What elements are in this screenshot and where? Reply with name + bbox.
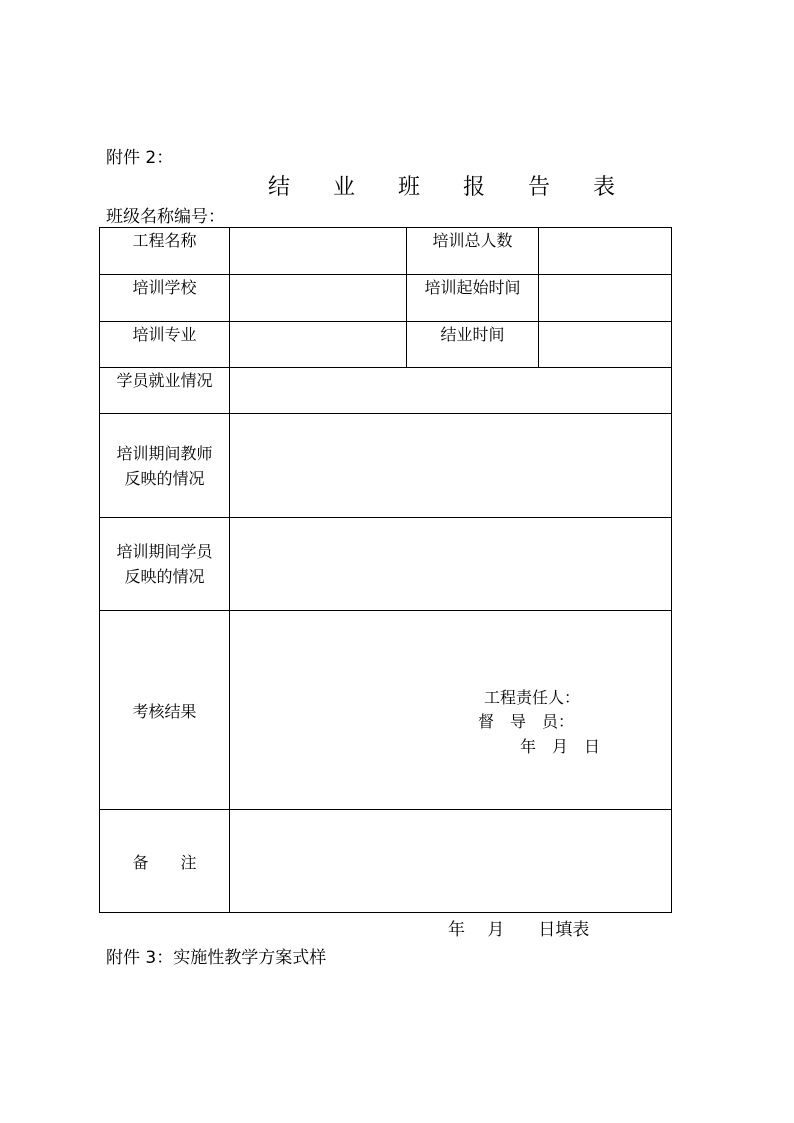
- remarks-field[interactable]: [230, 810, 672, 913]
- completion-time-label: 结业时间: [407, 322, 539, 368]
- major-field[interactable]: [230, 322, 407, 368]
- fill-date-line: 年 月 日填表: [448, 920, 590, 940]
- start-time-field[interactable]: [539, 275, 672, 322]
- total-trainees-field[interactable]: [539, 228, 672, 275]
- assessment-field[interactable]: [230, 611, 672, 810]
- report-form-table: [99, 227, 672, 913]
- form-title: 结 业 班 报 告 表: [268, 175, 633, 200]
- supervisor-label: 督 导 员：: [478, 712, 575, 731]
- assessment-date-label: 年 月 日: [520, 737, 601, 756]
- project-leader-label: 工程责任人：: [484, 688, 581, 707]
- total-trainees-label: 培训总人数: [407, 228, 539, 275]
- remarks-label: 备 注: [100, 810, 230, 913]
- class-name-number-label: 班级名称编号：: [106, 207, 225, 227]
- training-school-field[interactable]: [230, 275, 407, 322]
- student-feedback-field[interactable]: [230, 518, 672, 611]
- teacher-feedback-field[interactable]: [230, 414, 672, 518]
- start-time-label: 培训起始时间: [407, 275, 539, 322]
- project-name-label: 工程名称: [100, 228, 230, 275]
- attachment-2-label: 附件 2：: [106, 148, 174, 168]
- assessment-label: 考核结果: [100, 611, 230, 810]
- project-name-field[interactable]: [230, 228, 407, 275]
- attachment-3-label: 附件 3：实施性教学方案式样: [106, 948, 327, 968]
- employment-label: 学员就业情况: [100, 368, 230, 414]
- student-feedback-label: 培训期间学员 反映的情况: [100, 518, 230, 611]
- major-label: 培训专业: [100, 322, 230, 368]
- employment-field[interactable]: [230, 368, 672, 414]
- teacher-feedback-label: 培训期间教师 反映的情况: [100, 414, 230, 518]
- training-school-label: 培训学校: [100, 275, 230, 322]
- completion-time-field[interactable]: [539, 322, 672, 368]
